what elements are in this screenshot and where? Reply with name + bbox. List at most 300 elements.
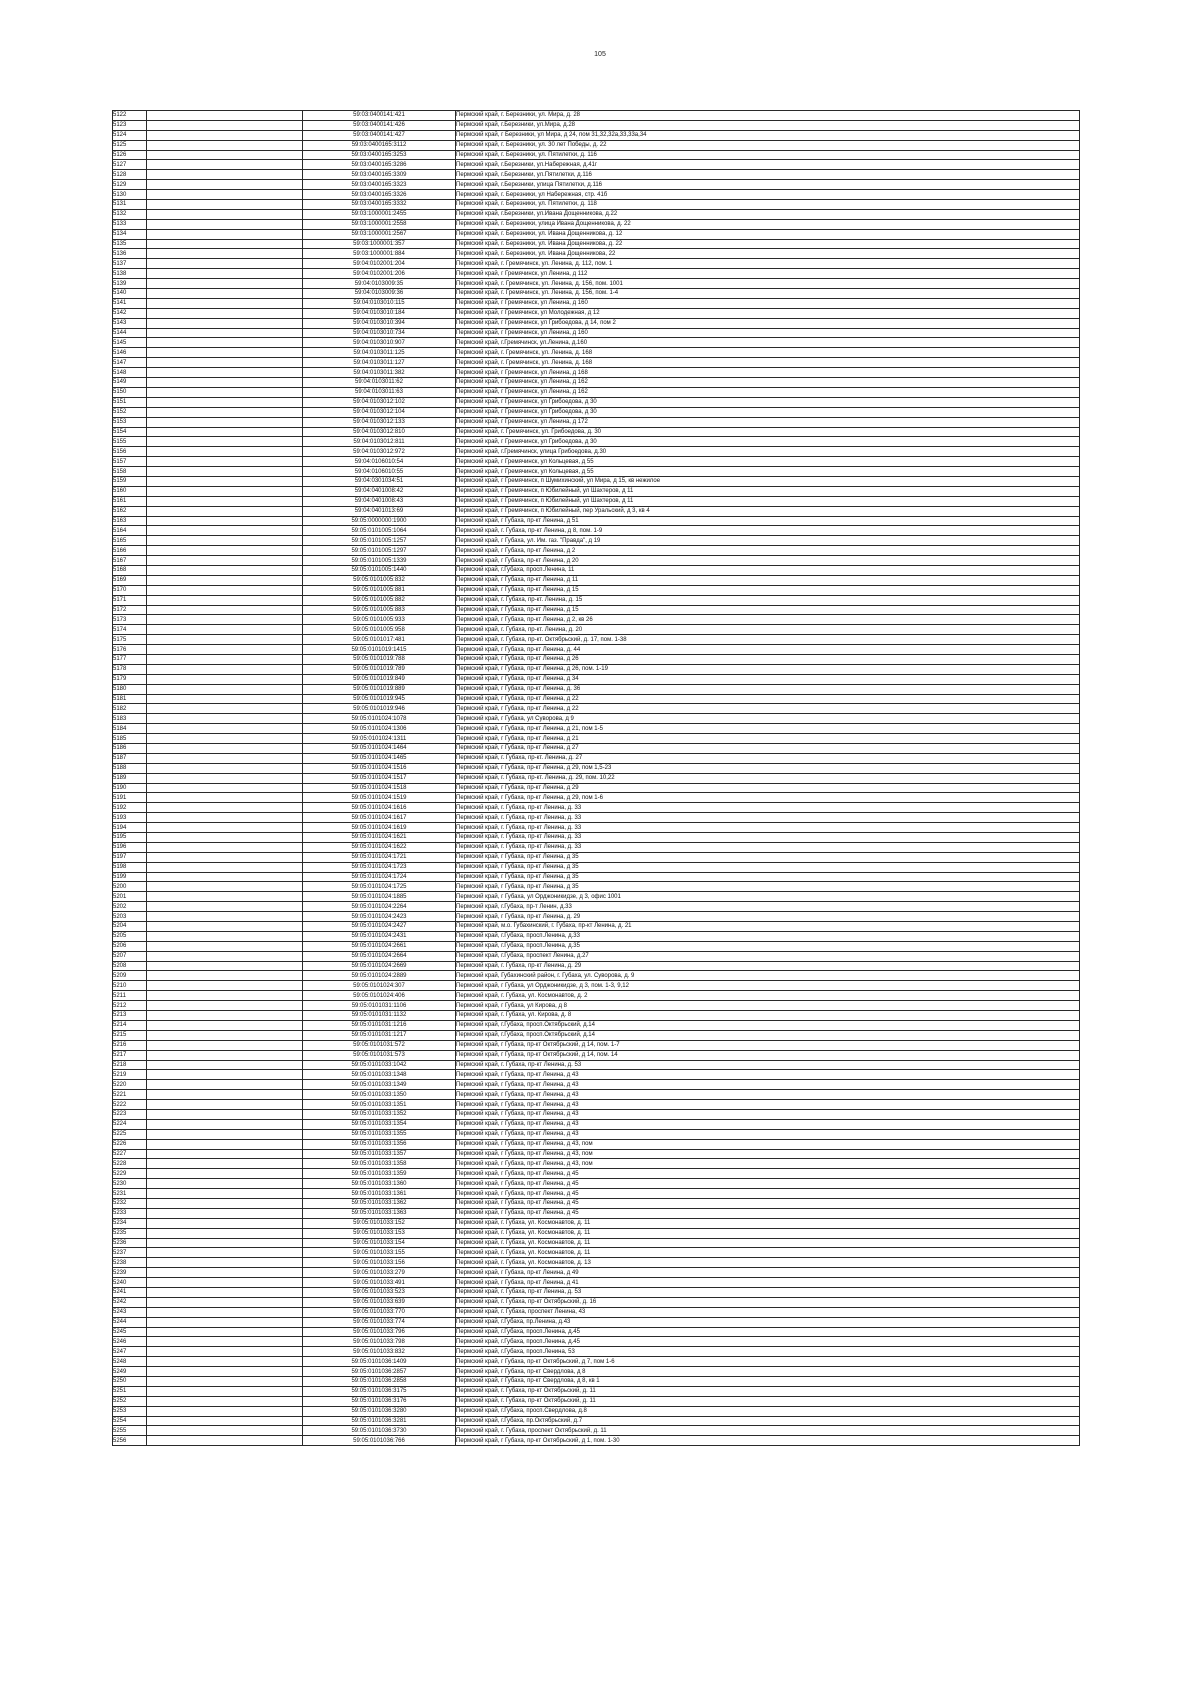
cadastral-number-cell: 59:04:0103010:115 [303, 298, 456, 308]
row-number-cell: 5160 [113, 486, 147, 496]
empty-cell [147, 724, 303, 734]
empty-cell [147, 1208, 303, 1218]
row-number-cell: 5220 [113, 1080, 147, 1090]
cadastral-number-cell: 59:05:0101031:1216 [303, 1020, 456, 1030]
cadastral-number-cell: 59:05:0101036:3281 [303, 1416, 456, 1426]
row-number-cell: 5152 [113, 407, 147, 417]
table-row [113, 120, 1080, 130]
table-row [113, 249, 1080, 259]
table-row [113, 872, 1080, 882]
empty-cell [147, 1139, 303, 1149]
empty-cell [147, 1090, 303, 1100]
row-number-cell: 5131 [113, 200, 147, 210]
cadastral-number-cell: 59:05:0101033:1357 [303, 1149, 456, 1159]
cadastral-number-cell: 59:05:0101031:573 [303, 1050, 456, 1060]
cadastral-number-cell: 59:05:0101024:1518 [303, 783, 456, 793]
empty-cell [147, 318, 303, 328]
row-number-cell: 5125 [113, 140, 147, 150]
table-row [113, 981, 1080, 991]
row-number-cell: 5205 [113, 931, 147, 941]
row-number-cell: 5180 [113, 684, 147, 694]
table-row [113, 1228, 1080, 1238]
table-row [113, 526, 1080, 536]
cadastral-number-cell: 59:05:0101019:788 [303, 654, 456, 664]
address-cell: Пермский край, г. Березники, ул. Ивана Дощенникова, 22 [456, 249, 1080, 259]
address-cell: Пермский край, г.Березники, ул.Мира, д.28 [456, 120, 1080, 130]
cadastral-number-cell: 59:05:0101033:1360 [303, 1179, 456, 1189]
address-cell: Пермский край, г Губаха, пр-кт Ленина, д 35 [456, 882, 1080, 892]
row-number-cell: 5161 [113, 496, 147, 506]
cadastral-number-cell: 59:05:0101033:279 [303, 1268, 456, 1278]
cadastral-number-cell: 59:05:0101033:154 [303, 1238, 456, 1248]
address-cell: Пермский край, г Губаха, пр-кт Октябрьский, д 14, пом. 14 [456, 1050, 1080, 1060]
empty-cell [147, 387, 303, 397]
empty-cell [147, 1228, 303, 1238]
address-cell: Пермский край, г Губаха, пр-кт Ленина, д 35 [456, 872, 1080, 882]
table-row [113, 1337, 1080, 1347]
empty-cell [147, 200, 303, 210]
table-row [113, 704, 1080, 714]
table-row [113, 1218, 1080, 1228]
cadastral-number-cell: 59:05:0101005:933 [303, 615, 456, 625]
empty-cell [147, 1347, 303, 1357]
empty-cell [147, 1297, 303, 1307]
row-number-cell: 5241 [113, 1287, 147, 1297]
empty-cell [147, 180, 303, 190]
table-row [113, 1040, 1080, 1050]
table-row [113, 684, 1080, 694]
cadastral-number-cell: 59:05:0101033:1359 [303, 1169, 456, 1179]
cadastral-number-cell: 59:05:0101033:1349 [303, 1080, 456, 1090]
row-number-cell: 5126 [113, 150, 147, 160]
empty-cell [147, 1307, 303, 1317]
address-cell: Пермский край, г Губаха, пр-кт Ленина, д 29, пом 1,5-23 [456, 763, 1080, 773]
table-row [113, 565, 1080, 575]
address-cell: Пермский край, г Гремячинск, ул Грибоедова, д 30 [456, 437, 1080, 447]
empty-cell [147, 763, 303, 773]
empty-cell [147, 259, 303, 269]
table-row [113, 575, 1080, 585]
empty-cell [147, 892, 303, 902]
row-number-cell: 5208 [113, 961, 147, 971]
cadastral-number-cell: 59:05:0101005:1440 [303, 565, 456, 575]
address-cell: Пермский край, г Губаха, пр-кт Ленина, д 43 [456, 1090, 1080, 1100]
cadastral-number-cell: 59:05:0101033:1358 [303, 1159, 456, 1169]
address-cell: Пермский край, г Губаха, пр-кт Октябрьский, д 14, пом. 1-7 [456, 1040, 1080, 1050]
table-row [113, 1347, 1080, 1357]
cadastral-number-cell: 59:05:0101033:156 [303, 1258, 456, 1268]
empty-cell [147, 536, 303, 546]
row-number-cell: 5184 [113, 724, 147, 734]
row-number-cell: 5219 [113, 1070, 147, 1080]
cadastral-number-cell: 59:05:0101024:1311 [303, 734, 456, 744]
empty-cell [147, 269, 303, 279]
row-number-cell: 5171 [113, 595, 147, 605]
row-number-cell: 5232 [113, 1198, 147, 1208]
empty-cell [147, 506, 303, 516]
address-cell: Пермский край, г Губаха, пр-кт Ленина, д 22 [456, 704, 1080, 714]
table-row [113, 931, 1080, 941]
empty-cell [147, 1129, 303, 1139]
empty-cell [147, 842, 303, 852]
table-row [113, 1129, 1080, 1139]
table-row [113, 486, 1080, 496]
row-number-cell: 5158 [113, 467, 147, 477]
table-row [113, 229, 1080, 239]
address-cell: Пермский край, г Губаха, пр-кт Ленина, д 43 [456, 1080, 1080, 1090]
cadastral-number-cell: 59:05:0101033:153 [303, 1228, 456, 1238]
row-number-cell: 5229 [113, 1169, 147, 1179]
address-cell: Пермский край, г Гремячинск, п Шумихинский, ул Мира, д 15, кв нежилое [456, 476, 1080, 486]
cadastral-number-cell: 59:04:0102001:204 [303, 259, 456, 269]
table-row [113, 1090, 1080, 1100]
empty-cell [147, 1189, 303, 1199]
table-row [113, 991, 1080, 1001]
empty-cell [147, 1080, 303, 1090]
table-row [113, 902, 1080, 912]
row-number-cell: 5143 [113, 318, 147, 328]
cadastral-number-cell: 59:05:0101033:1350 [303, 1090, 456, 1100]
address-cell: Пермский край, г Гремячинск, ул Ленина, д 160 [456, 328, 1080, 338]
cadastral-number-cell: 59:04:0103011:125 [303, 348, 456, 358]
empty-cell [147, 546, 303, 556]
table-row [113, 793, 1080, 803]
table-row [113, 1139, 1080, 1149]
cadastral-number-cell: 59:03:0400141:426 [303, 120, 456, 130]
cadastral-number-cell: 59:03:1000001:357 [303, 239, 456, 249]
row-number-cell: 5163 [113, 516, 147, 526]
table-row [113, 763, 1080, 773]
cadastral-number-cell: 59:03:0400165:3326 [303, 190, 456, 200]
cadastral-number-cell: 59:05:0101024:1725 [303, 882, 456, 892]
address-cell: Пермский край, г Губаха, пр-кт Ленина, д 2 [456, 546, 1080, 556]
row-number-cell: 5198 [113, 862, 147, 872]
row-number-cell: 5200 [113, 882, 147, 892]
address-cell: Пермский край, г Гремячинск, ул Ленина, д 162 [456, 387, 1080, 397]
row-number-cell: 5194 [113, 823, 147, 833]
row-number-cell: 5187 [113, 753, 147, 763]
table-row [113, 140, 1080, 150]
cadastral-number-cell: 59:05:0101033:774 [303, 1317, 456, 1327]
address-cell: Пермский край, г Губаха, пр-кт Ленина, д 26, пом. 1-19 [456, 664, 1080, 674]
address-cell: Пермский край, г.Губаха, просп.Ленина, д.45 [456, 1327, 1080, 1337]
row-number-cell: 5183 [113, 714, 147, 724]
cadastral-number-cell: 59:05:0101019:946 [303, 704, 456, 714]
row-number-cell: 5237 [113, 1248, 147, 1258]
table-row [113, 1159, 1080, 1169]
cadastral-number-cell: 59:05:0101033:798 [303, 1337, 456, 1347]
table-row [113, 1020, 1080, 1030]
row-number-cell: 5146 [113, 348, 147, 358]
address-cell: Пермский край, г.Губаха, просп.Ленина, д.33 [456, 931, 1080, 941]
address-cell: Пермский край, г. Березники, ул. Ивана Дощенникова, д. 12 [456, 229, 1080, 239]
empty-cell [147, 1268, 303, 1278]
cadastral-number-cell: 59:05:0101031:572 [303, 1040, 456, 1050]
empty-cell [147, 427, 303, 437]
cadastral-number-cell: 59:05:0101024:1517 [303, 773, 456, 783]
cadastral-number-cell: 59:04:0103012:102 [303, 397, 456, 407]
empty-cell [147, 1119, 303, 1129]
cadastral-number-cell: 59:05:0101024:2427 [303, 922, 456, 932]
row-number-cell: 5206 [113, 941, 147, 951]
row-number-cell: 5190 [113, 783, 147, 793]
address-cell: Пермский край, г. Губаха, пр-кт Ленина, д. 33 [456, 842, 1080, 852]
table-row [113, 635, 1080, 645]
address-cell: Пермский край, г. Гремячинск, ул. Ленина, д. 168 [456, 348, 1080, 358]
address-cell: Пермский край, г Губаха, пр-кт Ленина, д 51 [456, 516, 1080, 526]
address-cell: Пермский край, г Губаха, ул. Им. газ. "Правда", д 19 [456, 536, 1080, 546]
cadastral-number-cell: 59:05:0101024:1621 [303, 833, 456, 843]
cadastral-number-cell: 59:05:0101033:1354 [303, 1119, 456, 1129]
address-cell: Пермский край, г Губаха, пр-кт Октябрьский, д 7, пом 1-6 [456, 1357, 1080, 1367]
cadastral-number-cell: 59:04:0103011:62 [303, 378, 456, 388]
row-number-cell: 5156 [113, 447, 147, 457]
empty-cell [147, 1317, 303, 1327]
empty-cell [147, 328, 303, 338]
address-cell: Пермский край, г Губаха, ул Орджоникидзе, д 3, пом. 1-3, 9,12 [456, 981, 1080, 991]
row-number-cell: 5211 [113, 991, 147, 1001]
address-cell: Пермский край, г. Губаха, ул. Космонавтов, д. 11 [456, 1238, 1080, 1248]
cadastral-number-cell: 59:05:0101019:945 [303, 694, 456, 704]
row-number-cell: 5134 [113, 229, 147, 239]
empty-cell [147, 1218, 303, 1228]
row-number-cell: 5182 [113, 704, 147, 714]
table-row [113, 180, 1080, 190]
cadastral-number-cell: 59:04:0103010:907 [303, 338, 456, 348]
cadastral-number-cell: 59:05:0101036:2858 [303, 1377, 456, 1387]
empty-cell [147, 1416, 303, 1426]
empty-cell [147, 912, 303, 922]
row-number-cell: 5252 [113, 1396, 147, 1406]
table-row [113, 289, 1080, 299]
empty-cell [147, 1050, 303, 1060]
address-cell: Пермский край, г.Гремячинск, ул.Ленина, д.160 [456, 338, 1080, 348]
cadastral-number-cell: 59:05:0101033:1356 [303, 1139, 456, 1149]
empty-cell [147, 308, 303, 318]
cadastral-number-cell: 59:05:0101024:2661 [303, 941, 456, 951]
table-row [113, 654, 1080, 664]
row-number-cell: 5218 [113, 1060, 147, 1070]
table-row [113, 1426, 1080, 1436]
cadastral-number-cell: 59:05:0101017:481 [303, 635, 456, 645]
registry-table-body [113, 111, 1080, 1446]
cadastral-number-cell: 59:05:0101005:881 [303, 585, 456, 595]
address-cell: Пермский край, г Гремячинск, ул Ленина, д 160 [456, 298, 1080, 308]
address-cell: Пермский край, г Гремячинск, ул Кольцевая, д 55 [456, 457, 1080, 467]
empty-cell [147, 1149, 303, 1159]
row-number-cell: 5225 [113, 1129, 147, 1139]
row-number-cell: 5251 [113, 1386, 147, 1396]
row-number-cell: 5188 [113, 763, 147, 773]
empty-cell [147, 229, 303, 239]
row-number-cell: 5247 [113, 1347, 147, 1357]
row-number-cell: 5246 [113, 1337, 147, 1347]
row-number-cell: 5176 [113, 645, 147, 655]
cadastral-number-cell: 59:04:0103012:104 [303, 407, 456, 417]
row-number-cell: 5135 [113, 239, 147, 249]
cadastral-number-cell: 59:05:0101024:1617 [303, 813, 456, 823]
address-cell: Пермский край, г. Губаха, проспект Ленина, 43 [456, 1307, 1080, 1317]
row-number-cell: 5217 [113, 1050, 147, 1060]
table-row [113, 209, 1080, 219]
table-row [113, 1001, 1080, 1011]
cadastral-number-cell: 59:05:0101031:1132 [303, 1011, 456, 1021]
row-number-cell: 5139 [113, 279, 147, 289]
empty-cell [147, 1159, 303, 1169]
table-row [113, 506, 1080, 516]
empty-cell [147, 674, 303, 684]
row-number-cell: 5166 [113, 546, 147, 556]
row-number-cell: 5239 [113, 1268, 147, 1278]
row-number-cell: 5173 [113, 615, 147, 625]
cadastral-number-cell: 59:03:0400165:3112 [303, 140, 456, 150]
registry-table [112, 110, 1080, 1446]
empty-cell [147, 605, 303, 615]
row-number-cell: 5215 [113, 1030, 147, 1040]
row-number-cell: 5174 [113, 625, 147, 635]
table-row [113, 150, 1080, 160]
empty-cell [147, 1179, 303, 1189]
address-cell: Пермский край, г. Губаха, пр-кт Ленина, д. 33 [456, 823, 1080, 833]
page-number: 105 [594, 51, 606, 58]
row-number-cell: 5233 [113, 1208, 147, 1218]
table-row [113, 862, 1080, 872]
empty-cell [147, 1327, 303, 1337]
empty-cell [147, 1377, 303, 1387]
table-row [113, 378, 1080, 388]
address-cell: Пермский край, г Гремячинск, ул Грибоедова, д 14, пом 2 [456, 318, 1080, 328]
table-row [113, 625, 1080, 635]
table-row [113, 595, 1080, 605]
row-number-cell: 5199 [113, 872, 147, 882]
row-number-cell: 5254 [113, 1416, 147, 1426]
empty-cell [147, 1001, 303, 1011]
empty-cell [147, 852, 303, 862]
address-cell: Пермский край, г. Березники, ул. 30 лет Победы, д. 22 [456, 140, 1080, 150]
row-number-cell: 5192 [113, 803, 147, 813]
empty-cell [147, 1258, 303, 1268]
address-cell: Пермский край, г.Губаха, просп.Ленина, 11 [456, 565, 1080, 575]
cadastral-number-cell: 59:05:0101024:1622 [303, 842, 456, 852]
empty-cell [147, 358, 303, 368]
row-number-cell: 5169 [113, 575, 147, 585]
address-cell: Пермский край, г Губаха, пр-кт Ленина, д 21, пом 1-5 [456, 724, 1080, 734]
address-cell: Пермский край, г. Губаха, ул. Космонавтов, д. 11 [456, 1248, 1080, 1258]
address-cell: Пермский край, г Гремячинск, ул Ленина, д 112 [456, 269, 1080, 279]
table-row [113, 427, 1080, 437]
table-row [113, 1357, 1080, 1367]
empty-cell [147, 239, 303, 249]
table-row [113, 556, 1080, 566]
empty-cell [147, 1109, 303, 1119]
table-row [113, 823, 1080, 833]
cadastral-number-cell: 59:05:0101033:523 [303, 1287, 456, 1297]
cadastral-number-cell: 59:05:0000000:1900 [303, 516, 456, 526]
row-number-cell: 5244 [113, 1317, 147, 1327]
empty-cell [147, 565, 303, 575]
table-row [113, 951, 1080, 961]
cadastral-number-cell: 59:05:0101005:882 [303, 595, 456, 605]
empty-cell [147, 1357, 303, 1367]
empty-cell [147, 496, 303, 506]
address-cell: Пермский край, г.Губаха, просп.Ленина, 53 [456, 1347, 1080, 1357]
table-row [113, 219, 1080, 229]
cadastral-number-cell: 59:04:0106010:54 [303, 457, 456, 467]
address-cell: Пермский край, г. Губаха, пр-кт. Ленина, д. 15 [456, 595, 1080, 605]
row-number-cell: 5221 [113, 1090, 147, 1100]
table-row [113, 1278, 1080, 1288]
empty-cell [147, 1406, 303, 1416]
table-row [113, 308, 1080, 318]
table-row [113, 694, 1080, 704]
row-number-cell: 5197 [113, 852, 147, 862]
address-cell: Пермский край, г. Березники, ул. Пятилетки, д. 118 [456, 200, 1080, 210]
address-cell: Пермский край, г. Губаха, пр-кт Ленина, д. 29 [456, 961, 1080, 971]
table-row [113, 476, 1080, 486]
empty-cell [147, 1030, 303, 1040]
row-number-cell: 5175 [113, 635, 147, 645]
empty-cell [147, 437, 303, 447]
address-cell: Пермский край, г Губаха, пр-кт Ленина, д 15 [456, 605, 1080, 615]
row-number-cell: 5209 [113, 971, 147, 981]
table-row [113, 664, 1080, 674]
empty-cell [147, 111, 303, 121]
row-number-cell: 5130 [113, 190, 147, 200]
cadastral-number-cell: 59:03:1000001:2558 [303, 219, 456, 229]
address-cell: Пермский край, г Гремячинск, п Юбилейный, ул Шахтеров, д 11 [456, 486, 1080, 496]
empty-cell [147, 397, 303, 407]
cadastral-number-cell: 59:05:0101024:307 [303, 981, 456, 991]
row-number-cell: 5142 [113, 308, 147, 318]
cadastral-number-cell: 59:05:0101031:1106 [303, 1001, 456, 1011]
address-cell: Пермский край, г Березники, ул Мира, д 24, пом 31,32,32а,33,33а,34 [456, 130, 1080, 140]
address-cell: Пермский край, г Губаха, ул Орджоникидзе, д 3, офис 1001 [456, 892, 1080, 902]
empty-cell [147, 407, 303, 417]
empty-cell [147, 130, 303, 140]
table-row [113, 882, 1080, 892]
row-number-cell: 5193 [113, 813, 147, 823]
table-row [113, 1327, 1080, 1337]
row-number-cell: 5202 [113, 902, 147, 912]
empty-cell [147, 1337, 303, 1347]
cadastral-number-cell: 59:04:0401013:69 [303, 506, 456, 516]
empty-cell [147, 1436, 303, 1446]
table-row [113, 971, 1080, 981]
cadastral-number-cell: 59:05:0101036:3175 [303, 1386, 456, 1396]
cadastral-number-cell: 59:03:0400165:3253 [303, 150, 456, 160]
cadastral-number-cell: 59:05:0101033:152 [303, 1218, 456, 1228]
empty-cell [147, 734, 303, 744]
row-number-cell: 5195 [113, 833, 147, 843]
table-row [113, 615, 1080, 625]
empty-cell [147, 150, 303, 160]
empty-cell [147, 516, 303, 526]
cadastral-number-cell: 59:05:0101024:1885 [303, 892, 456, 902]
table-row [113, 1396, 1080, 1406]
cadastral-number-cell: 59:04:0106010:55 [303, 467, 456, 477]
table-row [113, 1050, 1080, 1060]
cadastral-number-cell: 59:04:0103012:811 [303, 437, 456, 447]
table-row [113, 368, 1080, 378]
empty-cell [147, 615, 303, 625]
address-cell: Пермский край, г.Губаха, просп.Октябрьский, д.14 [456, 1020, 1080, 1030]
table-row [113, 852, 1080, 862]
address-cell: Пермский край, г.Губаха, просп.Ленина, д.45 [456, 1337, 1080, 1347]
address-cell: Пермский край, г Гремячинск, ул Грибоедова, д 30 [456, 407, 1080, 417]
empty-cell [147, 467, 303, 477]
cadastral-number-cell: 59:05:0101033:1352 [303, 1109, 456, 1119]
empty-cell [147, 160, 303, 170]
